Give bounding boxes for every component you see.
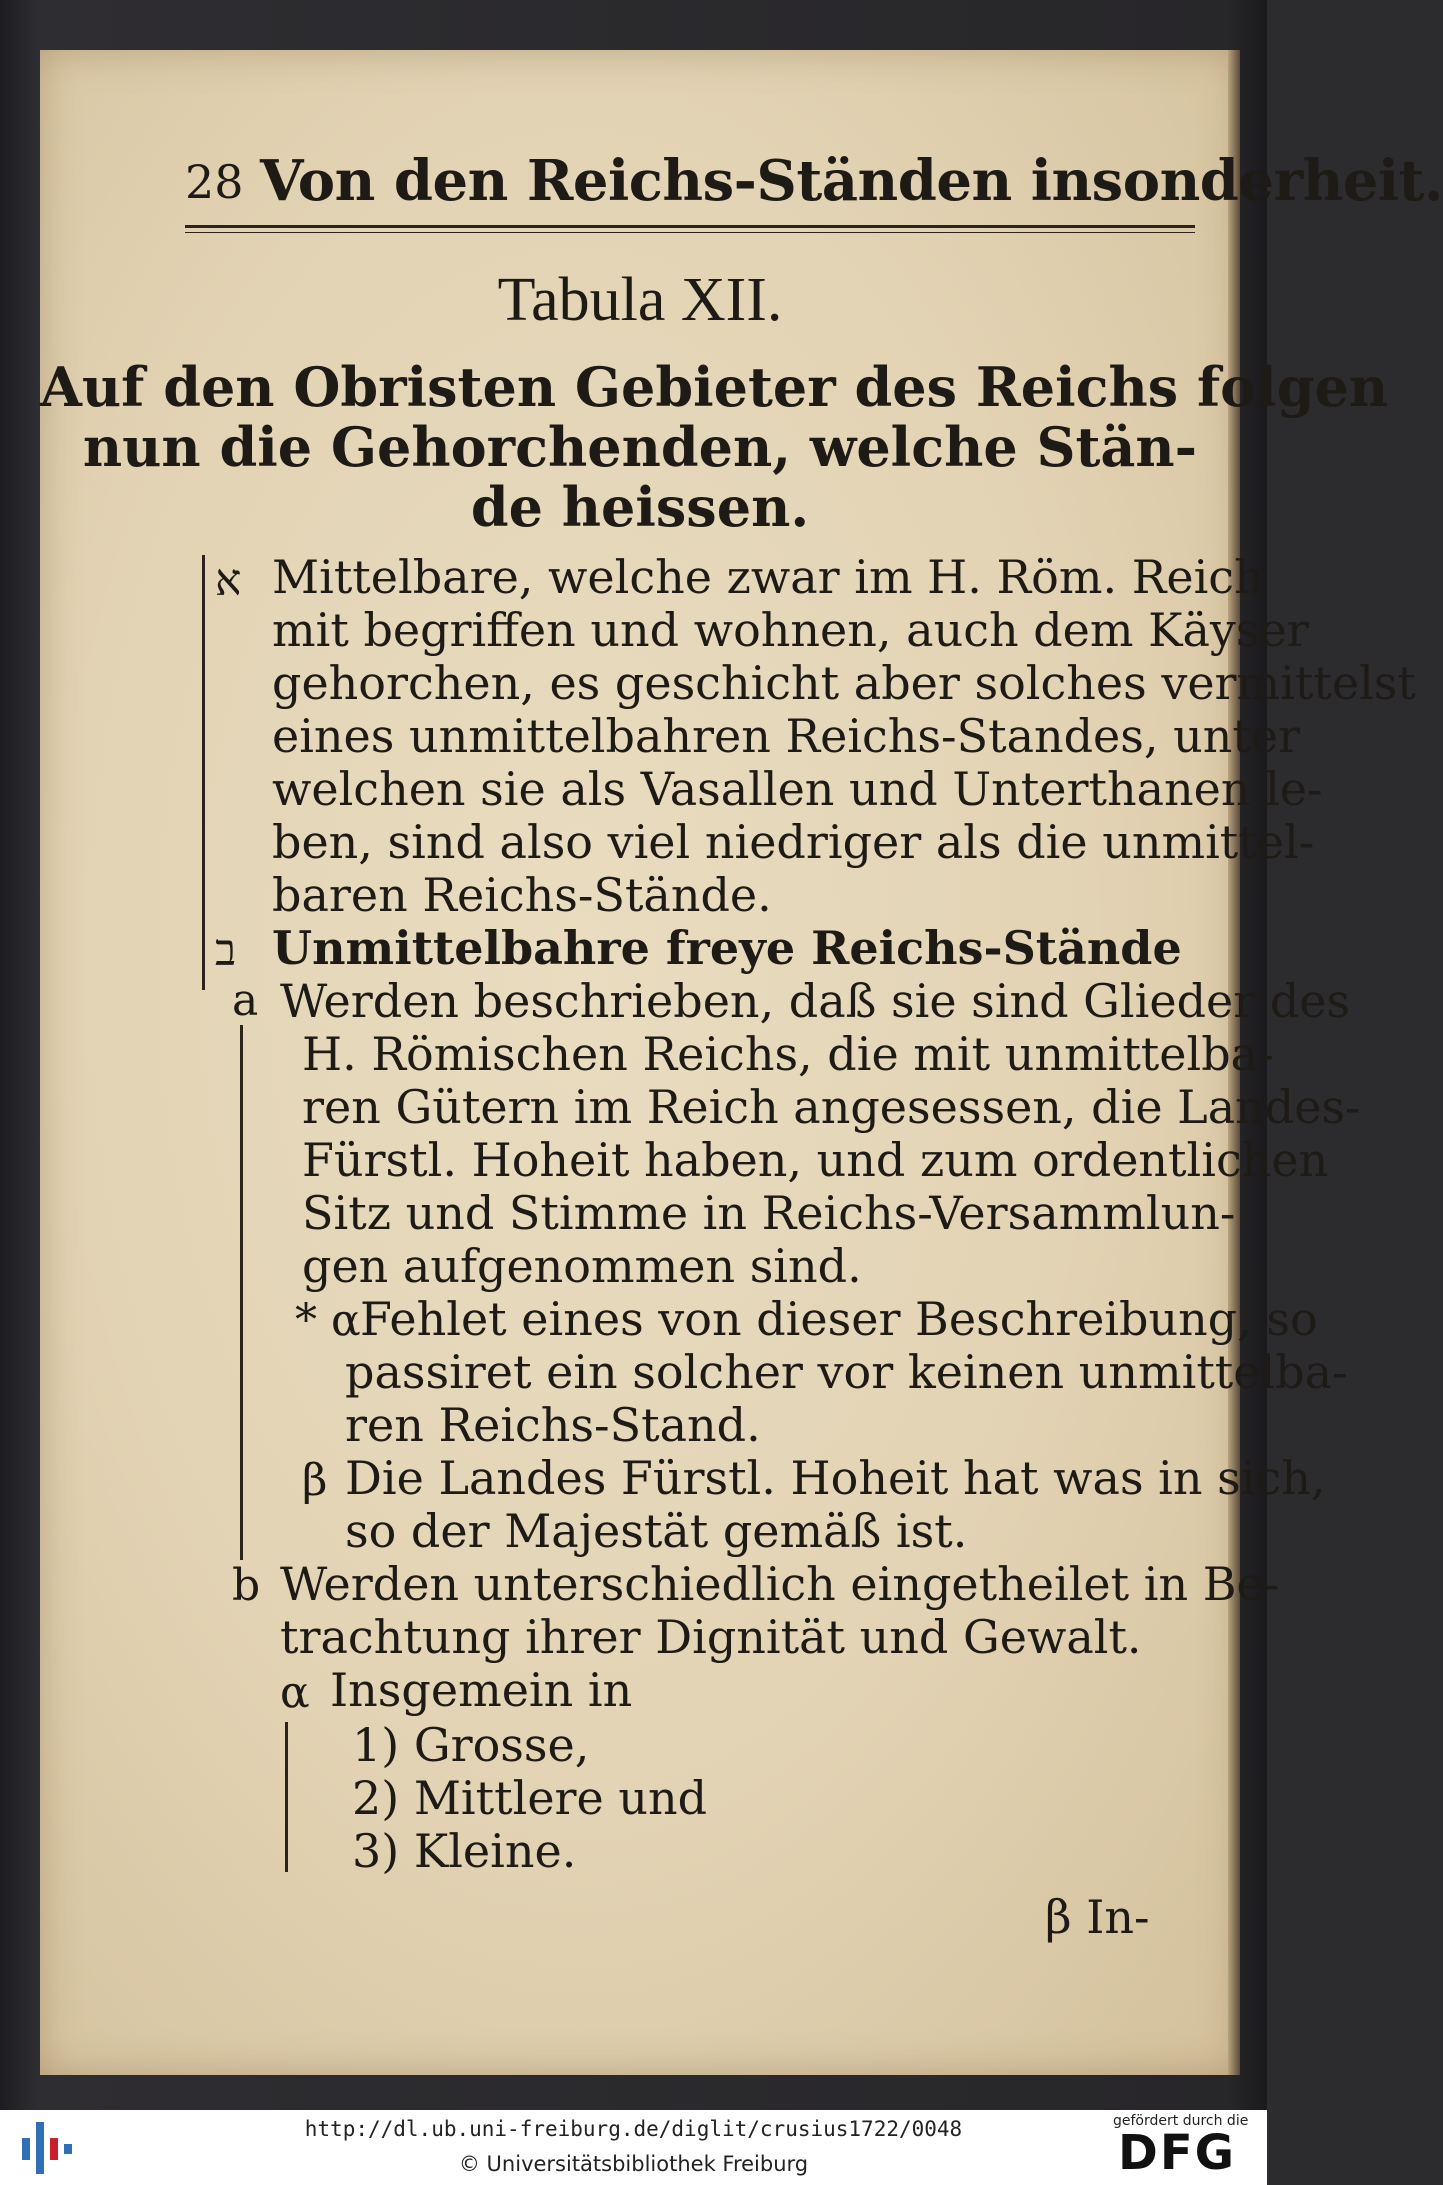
section-brace	[202, 555, 205, 990]
item-a-line-5: Sitz und Stimme in Reichs-Versammlun-	[302, 1186, 1236, 1240]
header-rule	[185, 225, 1195, 233]
item-a-line-4: Fürstl. Hoheit haben, und zum ordentlichen	[302, 1133, 1329, 1187]
aleph-line-1: Mittelbare, welche zwar im H. Röm. Reich	[272, 550, 1264, 604]
heading-line-2: nun die Gehorchenden, welche Stän-	[82, 415, 1198, 479]
item-a-line-2: H. Römischen Reichs, die mit unmittelba-	[302, 1027, 1274, 1081]
marker-b: b	[232, 1560, 261, 1611]
aleph-line-3: gehorchen, es geschicht aber solches vermittelst	[272, 656, 1416, 710]
aleph-line-6: ben, sind also viel niedriger als die unmittel-	[272, 815, 1315, 869]
item-a-line-3: ren Gütern im Reich angesessen, die Landes-	[302, 1080, 1361, 1134]
note-beta-line-1: Die Landes Fürstl. Hoheit hat was in sich,	[345, 1451, 1326, 1505]
note-alpha-line-2: passiret ein solcher vor keinen unmittelba-	[345, 1345, 1348, 1399]
dfg-logo: DFG	[1118, 2125, 1237, 2181]
note-beta-line-2: so der Majestät gemäß ist.	[345, 1504, 968, 1558]
item-a-line-6: gen aufgenommen sind.	[302, 1239, 862, 1293]
item-a-line-1: Werden beschrieben, daß sie sind Glieder des	[280, 974, 1351, 1028]
marker-sub-alpha: α	[280, 1667, 310, 1718]
note-alpha-line-1: Fehlet eines von dieser Beschreibung, so	[360, 1292, 1318, 1346]
aleph-line-7: baren Reichs-Stände.	[272, 868, 772, 922]
sub-alpha-item-1: 1) Grosse,	[352, 1718, 590, 1772]
sub-alpha-brace	[285, 1722, 288, 1872]
running-title: Von den Reichs-Ständen insonderheit.	[260, 148, 1443, 214]
tabula-title: Tabula XII.	[497, 266, 783, 334]
marker-a: a	[232, 975, 259, 1026]
permalink-url[interactable]: http://dl.ub.uni-freiburg.de/diglit/crusius1722/0048	[304, 2117, 963, 2141]
marker-note-alpha: * α	[295, 1295, 361, 1346]
heading-line-3: de heissen.	[470, 475, 810, 539]
funded-by-label: gefördert durch die	[1113, 2113, 1249, 2129]
item-b-line-2: trachtung ihrer Dignität und Gewalt.	[280, 1610, 1142, 1664]
page-number: 28	[185, 155, 244, 209]
copyright-notice: © Universitätsbibliothek Freiburg	[458, 2152, 809, 2176]
sub-alpha-item-3: 3) Kleine.	[352, 1824, 577, 1878]
aleph-line-4: eines unmittelbahren Reichs-Standes, unter	[272, 709, 1301, 763]
item-a-brace	[240, 1025, 243, 1560]
item-b-line-1: Werden unterschiedlich eingetheilet in Be-	[280, 1557, 1280, 1611]
marker-aleph: א	[215, 555, 242, 606]
aleph-line-5: welchen sie als Vasallen und Unterthanen le-	[272, 762, 1323, 816]
heading-line-1: Auf den Obristen Gebieter des Reichs folgen	[40, 355, 1389, 419]
aleph-line-2: mit begriffen und wohnen, auch dem Käyser	[272, 603, 1309, 657]
marker-note-beta: β	[302, 1455, 328, 1506]
sub-alpha-title: Insgemein in	[330, 1663, 633, 1717]
marker-beth: ב	[215, 925, 237, 976]
book-page	[40, 50, 1443, 2075]
catchword: β In-	[1045, 1890, 1150, 1944]
beth-title: Unmittelbahre freye Reichs-Stände	[272, 921, 1182, 975]
note-alpha-line-3: ren Reichs-Stand.	[345, 1398, 761, 1452]
sub-alpha-item-2: 2) Mittlere und	[352, 1771, 708, 1825]
